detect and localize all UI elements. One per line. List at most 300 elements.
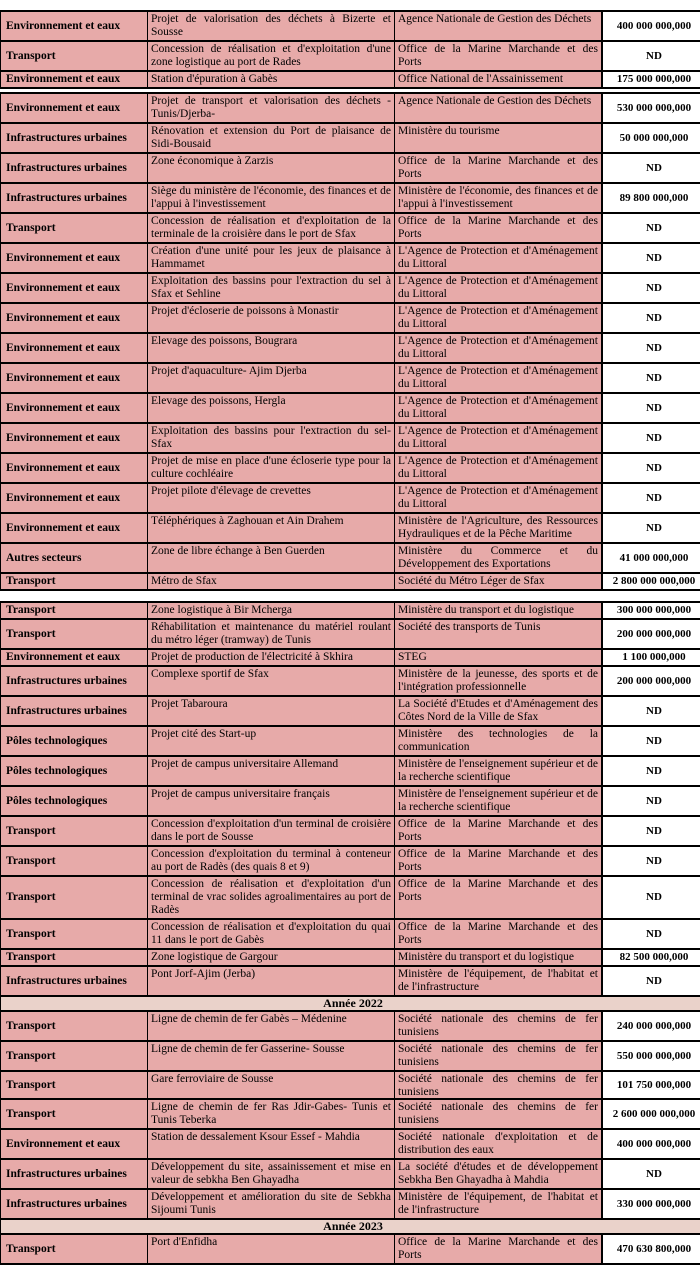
project-text: Exploitation des bassins pour l'extraction du sel à Sfax et Sehline: [151, 275, 391, 301]
sector-cell: [1, 483, 148, 513]
amount-cell: [602, 453, 700, 483]
amount-cell: [602, 756, 700, 786]
agency-text: Ministère de l'économie, des finances et de l'appui à l'investissement: [398, 185, 598, 211]
sector-text: Environnement et eaux: [6, 522, 144, 535]
agency-cell: [395, 273, 603, 303]
project-text: Concession de réalisation et d'exploitation du quai 11 dans le port de Gabès: [151, 921, 391, 947]
amount-text: 530 000 000,000: [606, 102, 700, 115]
project-cell: [148, 183, 395, 213]
sector-text: Environnement et eaux: [6, 1138, 144, 1151]
amount-cell: [602, 93, 700, 123]
project-cell: [148, 966, 395, 996]
sector-cell: [1, 1189, 148, 1219]
table-row: [1, 696, 700, 726]
sector-cell: [1, 213, 148, 243]
agency-text: Office National de l'Assainissement: [398, 73, 598, 86]
amount-cell: [602, 1041, 700, 1071]
agency-text: Société nationale des chemins de fer tunisiens: [398, 1013, 598, 1039]
sector-cell: [1, 333, 148, 363]
sector-cell: [1, 41, 148, 71]
project-cell: [148, 619, 395, 649]
table-row: [1, 123, 700, 153]
project-cell: [148, 1099, 395, 1129]
amount-text: 175 000 000,000: [606, 73, 700, 86]
amount-cell: [602, 243, 700, 273]
project-cell: [148, 949, 395, 966]
agency-text: L'Agence de Protection et d'Aménagement du Littoral: [398, 425, 598, 451]
sector-text: Transport: [6, 891, 144, 904]
table-row: [1, 1234, 700, 1264]
amount-cell: [602, 333, 700, 363]
amount-cell: [602, 1234, 700, 1264]
agency-cell: [395, 1071, 603, 1099]
sector-cell: [1, 93, 148, 123]
sector-text: Transport: [6, 928, 144, 941]
project-text: Projet d'aquaculture- Ajim Djerba: [151, 365, 391, 378]
project-text: Gare ferroviaire de Sousse: [151, 1073, 391, 1086]
agency-text: L'Agence de Protection et d'Aménagement du Littoral: [398, 335, 598, 361]
sector-cell: [1, 1234, 148, 1264]
amount-text: ND: [606, 975, 700, 988]
amount-cell: [602, 1099, 700, 1129]
agency-text: L'Agence de Protection et d'Aménagement du Littoral: [398, 395, 598, 421]
project-text: Elevage des poissons, Bougrara: [151, 335, 391, 348]
projects-table-segment-3: [0, 601, 700, 1265]
project-text: Concession de réalisation et d'exploitation d'une zone logistique au port de Rades: [151, 43, 391, 69]
amount-text: ND: [606, 282, 700, 295]
sector-text: Infrastructures urbaines: [6, 1198, 144, 1211]
agency-cell: [395, 1159, 603, 1189]
sector-text: Transport: [6, 825, 144, 838]
agency-cell: [395, 1011, 603, 1041]
amount-text: 1 100 000,000: [606, 651, 700, 664]
agency-cell: [395, 453, 603, 483]
table-row: [1, 153, 700, 183]
table-row: [1, 1041, 700, 1071]
table-row: [1, 243, 700, 273]
agency-cell: [395, 243, 603, 273]
table-row: [1, 666, 700, 696]
agency-text: Société nationale des chemins de fer tunisiens: [398, 1101, 598, 1127]
table-row: [1, 619, 700, 649]
amount-cell: [602, 303, 700, 333]
sector-cell: [1, 453, 148, 483]
amount-cell: [602, 1071, 700, 1099]
agency-cell: [395, 756, 603, 786]
amount-text: 82 500 000,000: [606, 951, 700, 964]
sector-text: Infrastructures urbaines: [6, 1168, 144, 1181]
project-text: Zone logistique de Gargour: [151, 951, 391, 964]
sector-text: Infrastructures urbaines: [6, 192, 144, 205]
agency-cell: [395, 41, 603, 71]
agency-cell: [395, 876, 603, 919]
agency-text: Société nationale d'exploitation et de distribution des eaux: [398, 1131, 598, 1157]
project-text: Projet Tabaroura: [151, 698, 391, 711]
agency-cell: [395, 816, 603, 846]
sector-cell: [1, 573, 148, 590]
sector-cell: [1, 243, 148, 273]
agency-cell: [395, 333, 603, 363]
agency-cell: [395, 123, 603, 153]
agency-text: Ministère du tourisme: [398, 125, 598, 138]
agency-text: La Société d'Etudes et d'Aménagement des Côtes Nord de la Ville de Sfax: [398, 698, 598, 724]
agency-text: Société nationale des chemins de fer tunisiens: [398, 1043, 598, 1069]
sector-cell: [1, 11, 148, 41]
agency-text: L'Agence de Protection et d'Aménagement du Littoral: [398, 485, 598, 511]
sector-cell: [1, 966, 148, 996]
agency-text: Office de la Marine Marchande et des Ports: [398, 878, 598, 904]
amount-cell: [602, 786, 700, 816]
sector-text: Transport: [6, 604, 144, 617]
sector-text: Transport: [6, 628, 144, 641]
agency-cell: [395, 153, 603, 183]
agency-text: Ministère de la jeunesse, des sports et de l'intégration professionnelle: [398, 668, 598, 694]
amount-text: ND: [606, 222, 700, 235]
amount-text: ND: [606, 462, 700, 475]
agency-cell: [395, 726, 603, 756]
project-text: Réhabilitation et maintenance du matériel roulant du métro léger (tramway) de Tunis: [151, 621, 391, 647]
project-text: Concession de réalisation et d'exploitation d'un terminal de vrac solides agroalimentaires au port de Radès: [151, 878, 391, 917]
agency-cell: [395, 573, 603, 590]
amount-cell: [602, 543, 700, 573]
table-row: [1, 41, 700, 71]
amount-text: 300 000 000,000: [606, 604, 700, 617]
table-row: [1, 726, 700, 756]
sector-text: Environnement et eaux: [6, 372, 144, 385]
amount-text: 41 000 000,000: [606, 552, 700, 565]
table-row: [1, 1159, 700, 1189]
project-cell: [148, 41, 395, 71]
agency-text: Ministère du transport et du logistique: [398, 604, 598, 617]
project-text: Téléphériques à Zaghouan et Ain Drahem: [151, 515, 391, 528]
sector-cell: [1, 1011, 148, 1041]
agency-text: Ministère de l'équipement, de l'habitat et de l'infrastructure: [398, 968, 598, 994]
project-cell: [148, 513, 395, 543]
agency-cell: [395, 619, 603, 649]
agency-cell: [395, 1129, 603, 1159]
agency-text: L'Agence de Protection et d'Aménagement du Littoral: [398, 275, 598, 301]
agency-text: L'Agence de Protection et d'Aménagement du Littoral: [398, 305, 598, 331]
project-text: Projet de campus universitaire français: [151, 788, 391, 801]
sector-text: Environnement et eaux: [6, 20, 144, 33]
projects-table-segment-1: [0, 10, 700, 89]
table-row: [1, 93, 700, 123]
agency-text: Ministère de l'enseignement supérieur et de la recherche scientifique: [398, 758, 598, 784]
sector-text: Pôles technologiques: [6, 765, 144, 778]
amount-cell: [602, 619, 700, 649]
table-row: [1, 363, 700, 393]
sector-cell: [1, 1129, 148, 1159]
project-cell: [148, 153, 395, 183]
agency-text: Société nationale des chemins de fer tunisiens: [398, 1073, 598, 1097]
sector-text: Environnement et eaux: [6, 252, 144, 265]
agency-text: La société d'études et de développement Sebkha Ben Ghayadha à Mahdia: [398, 1161, 598, 1187]
sector-text: Environnement et eaux: [6, 282, 144, 295]
project-text: Elevage des poissons, Hergla: [151, 395, 391, 408]
amount-text: 330 000 000,000: [606, 1198, 700, 1211]
sector-text: Environnement et eaux: [6, 432, 144, 445]
sector-cell: [1, 786, 148, 816]
amount-cell: [602, 183, 700, 213]
amount-cell: [602, 153, 700, 183]
table-row: [1, 1071, 700, 1099]
amount-text: ND: [606, 342, 700, 355]
agency-text: Agence Nationale de Gestion des Déchets: [398, 13, 598, 26]
project-cell: [148, 303, 395, 333]
sector-text: Environnement et eaux: [6, 492, 144, 505]
amount-cell: [602, 816, 700, 846]
sector-cell: [1, 183, 148, 213]
amount-cell: [602, 966, 700, 996]
sector-text: Pôles technologiques: [6, 735, 144, 748]
agency-cell: [395, 786, 603, 816]
agency-text: Ministère du Commerce et du Développement des Exportations: [398, 545, 598, 571]
sector-cell: [1, 543, 148, 573]
project-cell: [148, 876, 395, 919]
sector-text: Transport: [6, 855, 144, 868]
project-text: Métro de Sfax: [151, 575, 391, 588]
sector-text: Environnement et eaux: [6, 342, 144, 355]
sector-text: Pôles technologiques: [6, 795, 144, 808]
amount-cell: [602, 41, 700, 71]
amount-text: ND: [606, 825, 700, 838]
project-text: Création d'une unité pour les jeux de plaisance à Hammamet: [151, 245, 391, 271]
agency-cell: [395, 696, 603, 726]
amount-cell: [602, 423, 700, 453]
project-cell: [148, 1234, 395, 1264]
amount-cell: [602, 11, 700, 41]
sector-text: Infrastructures urbaines: [6, 132, 144, 145]
table-row: [1, 423, 700, 453]
agency-text: Ministère de l'enseignement supérieur et de la recherche scientifique: [398, 788, 598, 814]
project-text: Projet de transport et valorisation des déchets - Tunis/Djerba-: [151, 95, 391, 121]
project-text: Station de dessalement Ksour Essef - Mahdia: [151, 1131, 391, 1144]
agency-cell: [395, 213, 603, 243]
agency-cell: [395, 543, 603, 573]
project-cell: [148, 1129, 395, 1159]
amount-text: ND: [606, 372, 700, 385]
sector-text: Transport: [6, 1050, 144, 1063]
amount-text: 200 000 000,000: [606, 628, 700, 641]
agency-cell: [395, 363, 603, 393]
sector-text: Transport: [6, 222, 144, 235]
amount-cell: [602, 919, 700, 949]
project-cell: [148, 1071, 395, 1099]
sector-cell: [1, 393, 148, 423]
sector-cell: [1, 949, 148, 966]
amount-cell: [602, 513, 700, 543]
agency-text: Office de la Marine Marchande et des Ports: [398, 155, 598, 181]
amount-text: ND: [606, 765, 700, 778]
agency-cell: [395, 393, 603, 423]
amount-text: ND: [606, 312, 700, 325]
table-row: [1, 393, 700, 423]
table-row: [1, 949, 700, 966]
agency-cell: [395, 1099, 603, 1129]
amount-text: 400 000 000,000: [606, 1138, 700, 1151]
amount-cell: [602, 573, 700, 590]
sector-cell: [1, 696, 148, 726]
agency-cell: [395, 513, 603, 543]
project-text: Ligne de chemin de fer Ras Jdir-Gabes- Tunis et Tunis Teberka: [151, 1101, 391, 1127]
project-text: Siège du ministère de l'économie, des finances et de l'appui à l'investissement: [151, 185, 391, 211]
project-text: Concession d'exploitation du terminal à conteneur au port de Radès (des quais 8 et 9): [151, 848, 391, 874]
sector-text: Environnement et eaux: [6, 73, 144, 86]
agency-text: Office de la Marine Marchande et des Ports: [398, 921, 598, 947]
project-cell: [148, 666, 395, 696]
agency-text: Office de la Marine Marchande et des Ports: [398, 818, 598, 844]
amount-cell: [602, 1159, 700, 1189]
amount-text: 200 000 000,000: [606, 675, 700, 688]
project-text: Complexe sportif de Sfax: [151, 668, 391, 681]
sector-cell: [1, 1159, 148, 1189]
agency-text: Ministère du transport et du logistique: [398, 951, 598, 964]
amount-cell: [602, 393, 700, 423]
table-row: [1, 303, 700, 333]
sector-cell: [1, 363, 148, 393]
amount-text: 400 000 000,000: [606, 20, 700, 33]
project-cell: [148, 649, 395, 666]
project-cell: [148, 243, 395, 273]
project-text: Concession d'exploitation d'un terminal de croisière dans le port de Sousse: [151, 818, 391, 844]
agency-text: STEG: [398, 651, 598, 664]
table-row: [1, 919, 700, 949]
amount-cell: [602, 726, 700, 756]
table-row: [1, 602, 700, 619]
project-text: Développement et amélioration du site de Sebkha Sijoumi Tunis: [151, 1191, 391, 1217]
project-text: Développement du site, assainissement et mise en valeur de sebkha Ben Ghayadha: [151, 1161, 391, 1187]
project-text: Zone logistique à Bir Mcherga: [151, 604, 391, 617]
sector-cell: [1, 513, 148, 543]
table-row: [1, 1011, 700, 1041]
table-row: [1, 846, 700, 876]
project-cell: [148, 453, 395, 483]
agency-text: Office de la Marine Marchande et des Ports: [398, 848, 598, 874]
sector-cell: [1, 846, 148, 876]
table-row: [1, 816, 700, 846]
project-text: Projet cité des Start-up: [151, 728, 391, 741]
table-row: [1, 756, 700, 786]
sector-text: Environnement et eaux: [6, 462, 144, 475]
amount-text: ND: [606, 795, 700, 808]
sector-cell: [1, 816, 148, 846]
agency-cell: [395, 93, 603, 123]
amount-text: ND: [606, 928, 700, 941]
project-cell: [148, 393, 395, 423]
agency-cell: [395, 649, 603, 666]
table-row: [1, 1129, 700, 1159]
amount-text: 2 800 000 000,000: [606, 575, 700, 588]
amount-text: 50 000 000,000: [606, 132, 700, 145]
sector-text: Environnement et eaux: [6, 312, 144, 325]
project-text: Station d'épuration à Gabès: [151, 73, 391, 86]
agency-cell: [395, 483, 603, 513]
project-cell: [148, 71, 395, 88]
amount-text: 89 800 000,000: [606, 192, 700, 205]
project-text: Projet de mise en place d'une écloserie type pour la culture cochléaire: [151, 455, 391, 481]
year-header-row: [1, 996, 700, 1011]
agency-cell: [395, 666, 603, 696]
sector-text: Infrastructures urbaines: [6, 675, 144, 688]
amount-text: ND: [606, 522, 700, 535]
project-text: Ligne de chemin de fer Gabès – Médenine: [151, 1013, 391, 1026]
project-text: Projet de valorisation des déchets à Bizerte et Sousse: [151, 13, 391, 39]
agency-cell: [395, 183, 603, 213]
year-label: Année 2022: [1, 996, 700, 1011]
project-cell: [148, 919, 395, 949]
table-row: [1, 1099, 700, 1129]
agency-cell: [395, 1189, 603, 1219]
project-cell: [148, 11, 395, 41]
agency-text: Office de la Marine Marchande et des Ports: [398, 215, 598, 241]
project-text: Ligne de chemin de fer Gasserine- Sousse: [151, 1043, 391, 1056]
project-text: Pont Jorf-Ajim (Jerba): [151, 968, 391, 981]
table-row: [1, 213, 700, 243]
agency-cell: [395, 602, 603, 619]
amount-cell: [602, 273, 700, 303]
agency-cell: [395, 949, 603, 966]
table-row: [1, 333, 700, 363]
project-cell: [148, 423, 395, 453]
table-row: [1, 649, 700, 666]
sector-cell: [1, 619, 148, 649]
amount-text: ND: [606, 162, 700, 175]
sector-text: Transport: [6, 575, 144, 588]
project-cell: [148, 93, 395, 123]
agency-cell: [395, 966, 603, 996]
project-cell: [148, 786, 395, 816]
project-cell: [148, 1041, 395, 1071]
project-cell: [148, 543, 395, 573]
amount-text: 240 000 000,000: [606, 1020, 700, 1033]
agency-text: Office de la Marine Marchande et des Ports: [398, 43, 598, 69]
table-row: [1, 183, 700, 213]
sector-text: Environnement et eaux: [6, 402, 144, 415]
amount-cell: [602, 1011, 700, 1041]
sector-cell: [1, 273, 148, 303]
table-row: [1, 543, 700, 573]
ppp-projects-table-document: [0, 10, 700, 1265]
project-text: Concession de réalisation et d'exploitation de la terminale de la croisière dans le port de Sfax: [151, 215, 391, 241]
amount-text: ND: [606, 735, 700, 748]
amount-cell: [602, 876, 700, 919]
sector-cell: [1, 1071, 148, 1099]
amount-cell: [602, 846, 700, 876]
sector-text: Transport: [6, 50, 144, 63]
table-row: [1, 453, 700, 483]
project-cell: [148, 1011, 395, 1041]
amount-text: ND: [606, 252, 700, 265]
sector-cell: [1, 919, 148, 949]
table-row: [1, 786, 700, 816]
amount-text: ND: [606, 891, 700, 904]
sector-cell: [1, 602, 148, 619]
amount-cell: [602, 1189, 700, 1219]
project-text: Zone économique à Zarzis: [151, 155, 391, 168]
amount-text: ND: [606, 855, 700, 868]
project-text: Projet d'écloserie de poissons à Monastir: [151, 305, 391, 318]
project-text: Projet pilote d'élevage de crevettes: [151, 485, 391, 498]
sector-cell: [1, 71, 148, 88]
project-text: Port d'Enfidha: [151, 1236, 391, 1249]
sector-text: Transport: [6, 951, 144, 964]
project-cell: [148, 846, 395, 876]
sector-text: Transport: [6, 1020, 144, 1033]
amount-text: ND: [606, 705, 700, 718]
agency-cell: [395, 919, 603, 949]
amount-text: 470 630 800,000: [606, 1243, 700, 1256]
table-row: [1, 573, 700, 590]
